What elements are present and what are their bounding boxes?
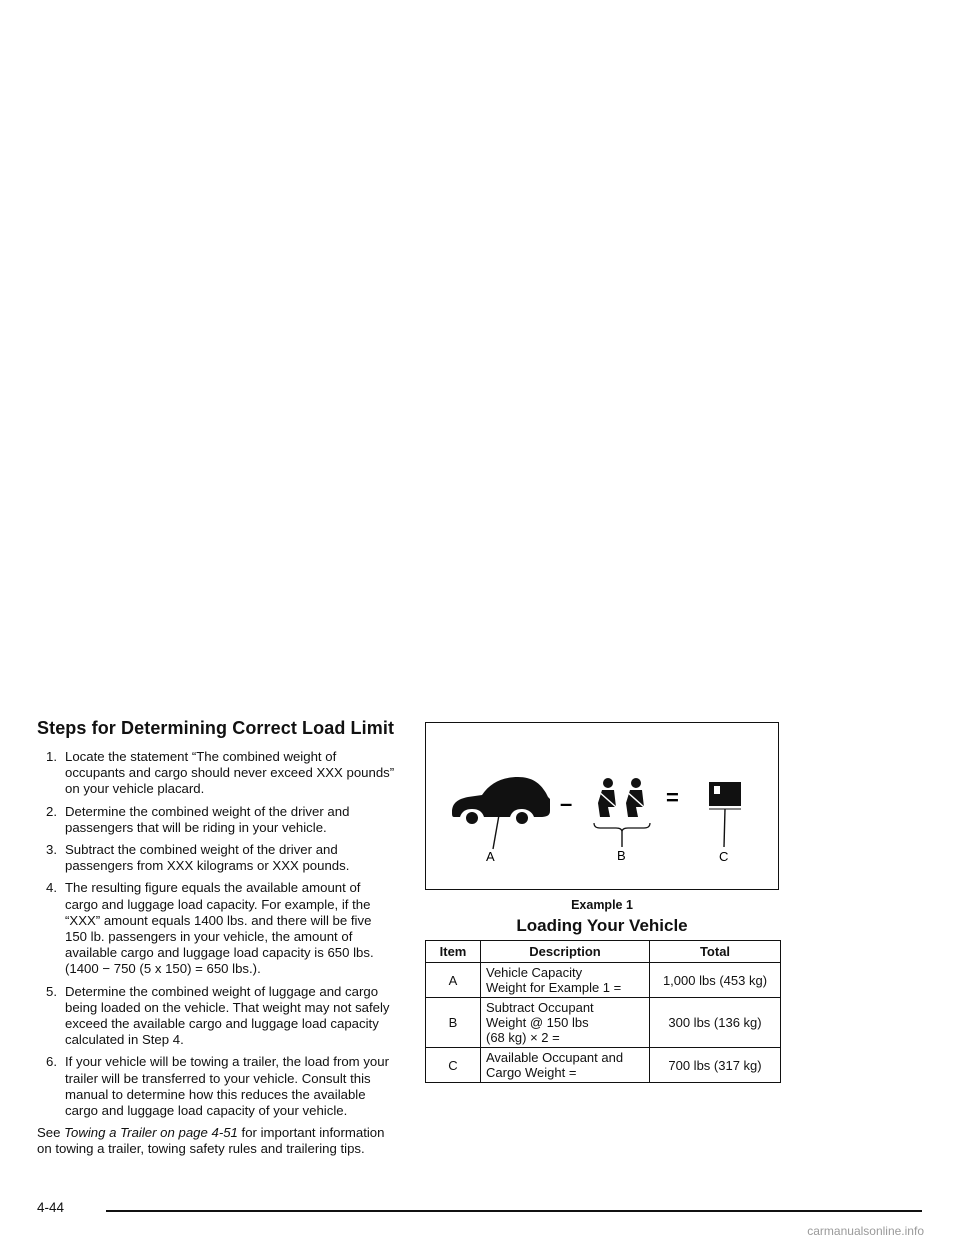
label-c: C	[719, 849, 729, 864]
table-row	[426, 963, 781, 998]
step-item: 5. Determine the combined weight of luggage and cargo being loaded on the vehicle. That weight may not safely exceed the available cargo and luggage load capacity calculated in Step 4.	[46, 983, 390, 1048]
steps-list	[37, 749, 397, 1119]
section-heading: Steps for Determining Correct Load Limit	[37, 718, 395, 738]
column-header: Description	[481, 941, 650, 963]
step-item: 1. Locate the statement “The combined weight of occupants and cargo should never exceed XXX pounds” on your vehicle placard.	[46, 749, 395, 797]
minus-sign: –	[560, 791, 573, 816]
step-item: 4. The resulting figure equals the available amount of cargo and luggage load capacity. For example, if the “XXX” amount equals 1400 lbs. and there will be five 150 lb. passengers in your vehicle, the amount of available cargo and luggage load capacity is 650 lbs. (1400 − 750 (5 x 150) = 650 lbs.).	[46, 880, 374, 977]
step-item: 2. Determine the combined weight of the driver and passengers that will be riding in your vehicle.	[46, 803, 350, 835]
towing-trailer-link[interactable]: Towing a Trailer on page 4-51	[64, 1125, 238, 1141]
table-header-row	[426, 941, 781, 963]
column-header: Total	[650, 941, 781, 963]
item-cell: B	[426, 998, 481, 1048]
table-title: Loading Your Vehicle	[516, 916, 688, 935]
column-header: Item	[426, 941, 481, 963]
car-icon	[452, 777, 550, 824]
label-a: A	[486, 849, 495, 864]
total-cell: 700 lbs (317 kg)	[650, 1048, 781, 1083]
footer-rule	[106, 1210, 922, 1212]
page-number: 4-44	[37, 1200, 65, 1215]
see-reference: See Towing a Trailer on page 4-51 for important information on towing a trailer, towing safety rules and trailering tips.	[37, 1125, 385, 1157]
figure-caption: Example 1	[571, 898, 633, 912]
table-row	[426, 998, 781, 1048]
cargo-box-icon	[709, 782, 741, 809]
loading-table	[425, 940, 781, 1083]
occupant-icon	[598, 778, 616, 817]
label-b: B	[617, 848, 626, 863]
step-item: 3. Subtract the combined weight of the driver and passengers from XXX kilograms or XXX pounds.	[46, 842, 350, 874]
table-row	[426, 1048, 781, 1083]
load-limit-section	[37, 718, 397, 1158]
item-cell: C	[426, 1048, 481, 1083]
description-cell: Subtract Occupant Weight @ 150 lbs (68 kg) × 2 =	[481, 998, 650, 1048]
watermark: carmanualsonline.info	[807, 1224, 924, 1238]
occupant-icon	[626, 778, 644, 817]
item-cell: A	[426, 963, 481, 998]
total-cell: 300 lbs (136 kg)	[650, 998, 781, 1048]
step-item: 6. If your vehicle will be towing a trailer, the load from your trailer will be transferred to your vehicle. Consult this manual to determine how this reduces the available cargo and luggage load capacity of your vehicle.	[46, 1054, 389, 1119]
description-cell: Available Occupant and Cargo Weight =	[481, 1048, 650, 1083]
description-cell: Vehicle Capacity Weight for Example 1 =	[481, 963, 650, 998]
total-cell: 1,000 lbs (453 kg)	[650, 963, 781, 998]
equals-sign: =	[666, 785, 679, 810]
loading-illustration	[425, 722, 779, 890]
